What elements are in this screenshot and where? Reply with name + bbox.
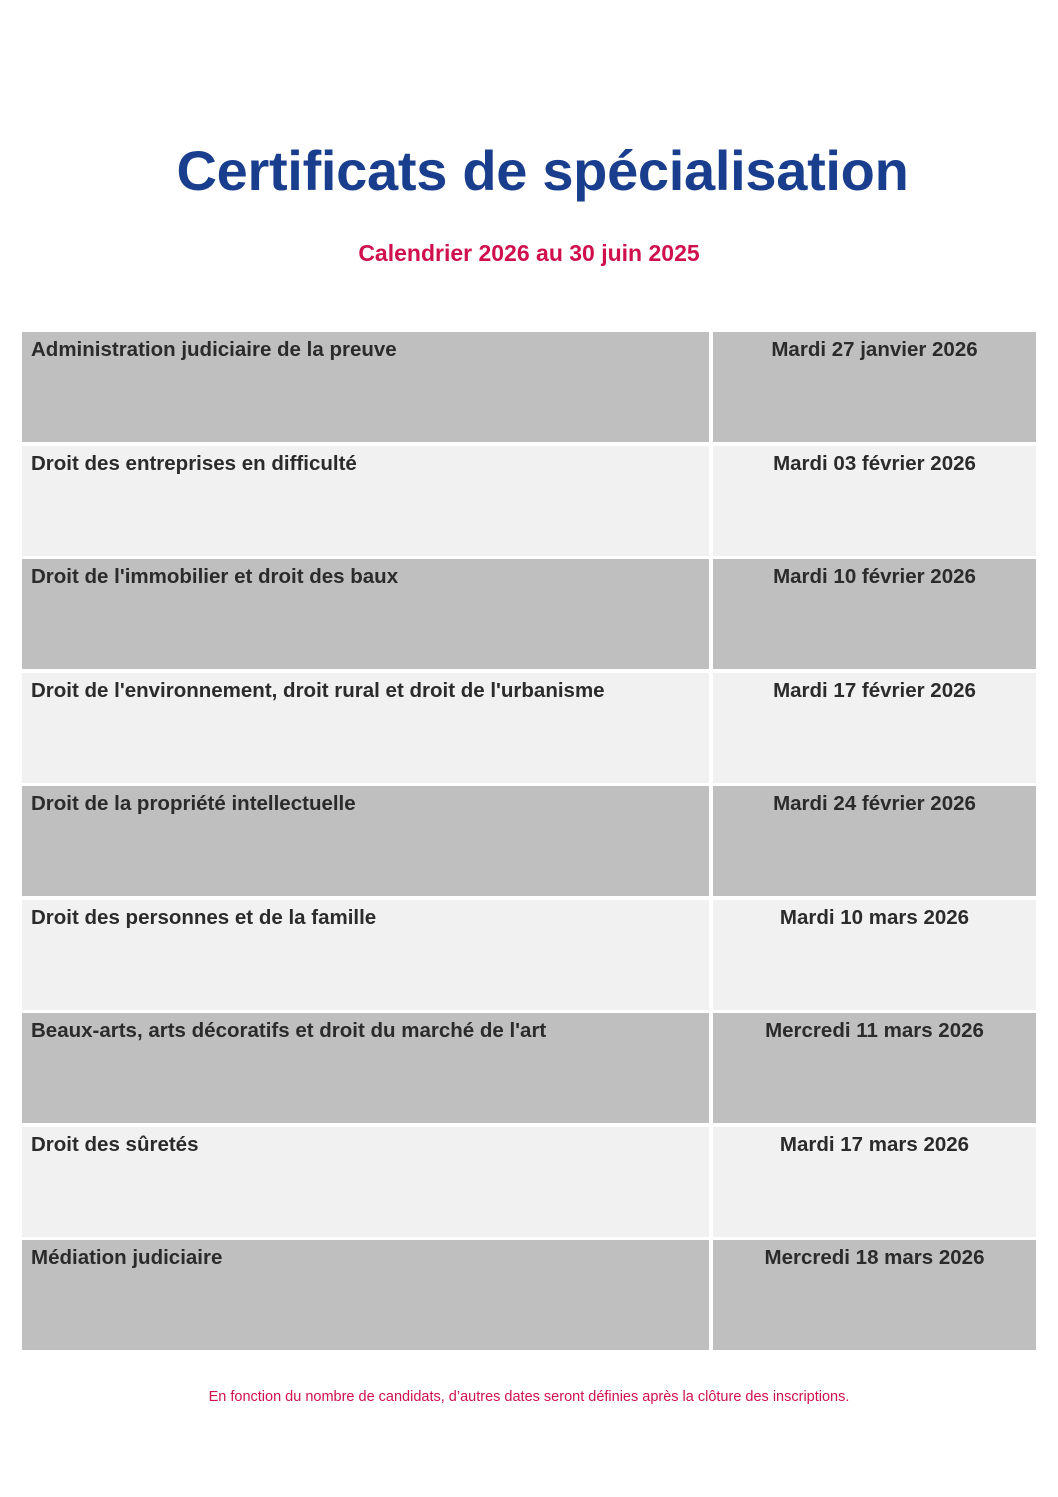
table-row [22,332,1036,442]
table-row [22,446,1036,556]
table-row [22,1013,1036,1123]
exam-date: Mardi 10 mars 2026 [713,900,1036,1010]
page-subtitle: Calendrier 2026 au 30 juin 2025 [358,240,700,266]
certificate-name: Médiation judiciaire [22,1240,709,1350]
certificate-name: Droit des entreprises en difficulté [22,446,709,556]
certificate-name: Droit des personnes et de la famille [22,900,709,1010]
exam-date: Mercredi 11 mars 2026 [713,1013,1036,1123]
table-row [22,559,1036,669]
table-row [22,786,1036,896]
exam-date: Mardi 27 janvier 2026 [713,332,1036,442]
table-row [22,1127,1036,1237]
exam-date: Mardi 03 février 2026 [713,446,1036,556]
exam-date: Mardi 17 février 2026 [713,673,1036,783]
page-title: Certificats de spécialisation [176,139,909,202]
certificate-name: Administration judiciaire de la preuve [22,332,709,442]
certificate-name: Beaux-arts, arts décoratifs et droit du marché de l'art [22,1013,709,1123]
certificate-name: Droit de la propriété intellectuelle [22,786,709,896]
table-row [22,900,1036,1010]
certificate-name: Droit de l'environnement, droit rural et droit de l'urbanisme [22,673,709,783]
exam-date: Mardi 24 février 2026 [713,786,1036,896]
certificate-name: Droit de l'immobilier et droit des baux [22,559,709,669]
exam-date: Mardi 10 février 2026 [713,559,1036,669]
table-row [22,1240,1036,1350]
table-row [22,673,1036,783]
certificate-name: Droit des sûretés [22,1127,709,1237]
footnote: En fonction du nombre de candidats, d’autres dates seront définies après la clôture des inscriptions. [208,1389,850,1405]
exam-date: Mercredi 18 mars 2026 [713,1240,1036,1350]
schedule-table [22,332,1036,1350]
exam-date: Mardi 17 mars 2026 [713,1127,1036,1237]
